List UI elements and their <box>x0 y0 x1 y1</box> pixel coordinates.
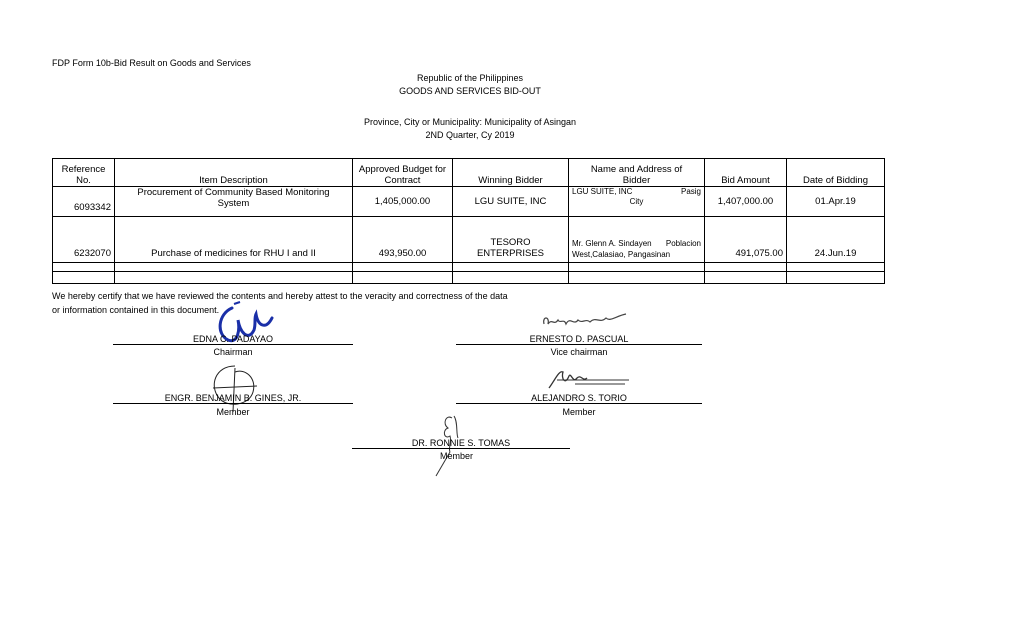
header-reference: Reference No. <box>53 159 115 187</box>
chairman-name: EDNA C. PADAYAO <box>192 334 274 344</box>
header-item-description: Item Description <box>115 159 353 187</box>
vice-chairman-name: ERNESTO D. PASCUAL <box>529 334 629 344</box>
signature-member-torio-icon <box>545 366 635 394</box>
republic-heading: Republic of the Philippines <box>416 73 524 83</box>
certification-line-2: or information contained in this document. <box>52 305 220 315</box>
table-row <box>53 272 885 284</box>
signature-vice-chairman-icon <box>540 310 630 332</box>
row1-item-description: Procurement of Community Based Monitoring System <box>115 187 353 217</box>
form-title: FDP Form 10b-Bid Result on Goods and Services <box>52 58 251 68</box>
period-line: 2ND Quarter, Cy 2019 <box>425 130 515 140</box>
row2-reference: 6232070 <box>53 217 115 263</box>
row2-approved-budget: 493,950.00 <box>353 217 453 263</box>
member-tomas-name: DR. RONNIE S. TOMAS <box>411 438 511 448</box>
row2-date-of-bidding: 24.Jun.19 <box>787 217 885 263</box>
header-approved-budget: Approved Budget for Contract <box>353 159 453 187</box>
row1-reference: 6093342 <box>53 187 115 217</box>
row1-bidder-name-address: LGU SUITE, INC Pasig City <box>569 187 705 217</box>
header-bidder-name-address: Name and Address of Bidder <box>569 159 705 187</box>
row2-winning-bidder: TESORO ENTERPRISES <box>453 217 569 263</box>
table-row <box>53 187 885 217</box>
member-gines-name: ENGR. BENJAMIN B. GINES, JR. <box>164 393 302 403</box>
row2-bid-amount: 491,075.00 <box>705 217 787 263</box>
table-row <box>53 263 885 272</box>
row2-bidder-name-address: Mr. Glenn A. Sindayen Poblacion West,Calasiao, Pangasinan <box>569 217 705 263</box>
row2-item-description: Purchase of medicines for RHU I and II <box>115 217 353 263</box>
row1-approved-budget: 1,405,000.00 <box>353 187 453 217</box>
member-torio-name: ALEJANDRO S. TORIO <box>531 393 627 403</box>
location-line: Province, City or Municipality: Municipality of Asingan <box>363 117 577 127</box>
bid-results-table <box>52 158 885 284</box>
row1-bid-amount: 1,407,000.00 <box>705 187 787 217</box>
row1-winning-bidder: LGU SUITE, INC <box>453 187 569 217</box>
table-header-row <box>53 159 885 187</box>
header-bid-amount: Bid Amount <box>705 159 787 187</box>
header-date-of-bidding: Date of Bidding <box>787 159 885 187</box>
member-tomas-role: Member <box>440 451 474 461</box>
member-torio-role: Member <box>562 407 596 417</box>
table-row <box>53 217 885 263</box>
document-title: GOODS AND SERVICES BID-OUT <box>399 86 541 96</box>
member-gines-role: Member <box>216 407 250 417</box>
header-winning-bidder: Winning Bidder <box>453 159 569 187</box>
chairman-role: Chairman <box>213 347 253 357</box>
certification-line-1: We hereby certify that we have reviewed the contents and hereby attest to the veracity and correctness of the data <box>52 291 508 301</box>
vice-chairman-role: Vice chairman <box>550 347 608 357</box>
row1-date-of-bidding: 01.Apr.19 <box>787 187 885 217</box>
